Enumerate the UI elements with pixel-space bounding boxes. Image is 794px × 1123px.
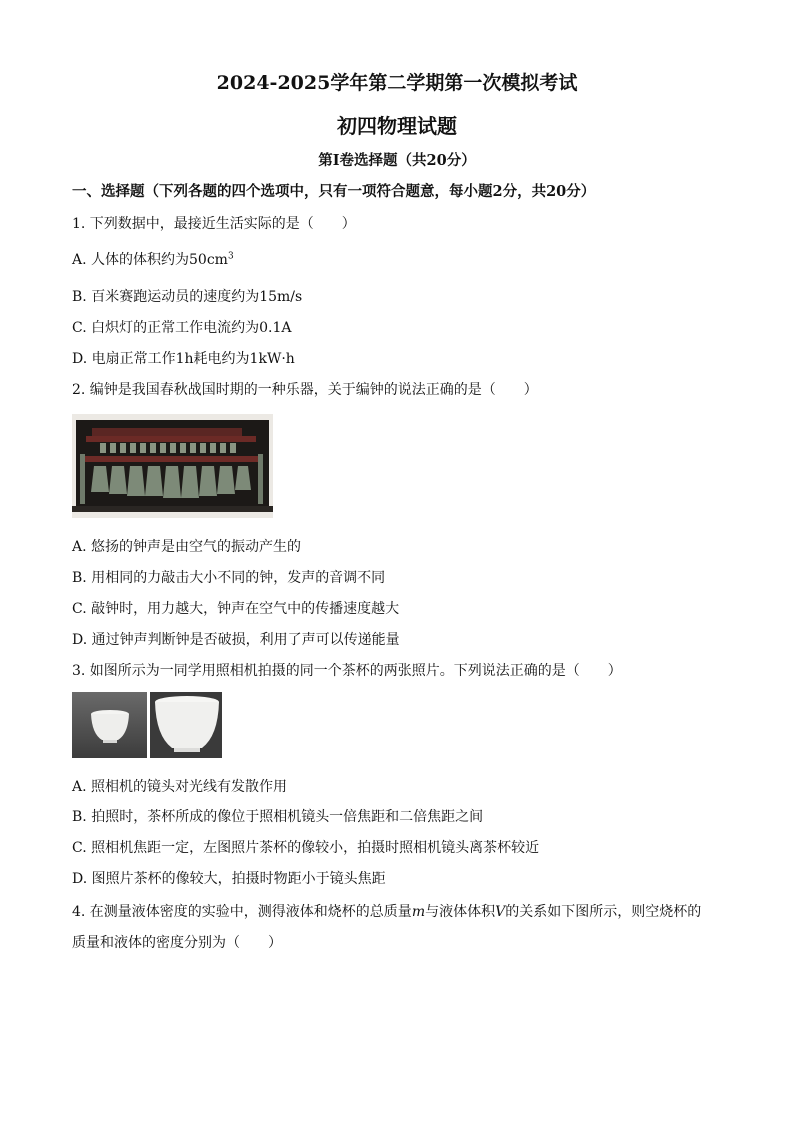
- question-4-stem-line2: 质量和液体的密度分别为（ ）: [72, 935, 282, 951]
- question-1-option-d: D. 电扇正常工作1h耗电约为1kW·h: [72, 351, 295, 367]
- question-1-option-a: A. 人体的体积约为$50cm^3$: [72, 251, 234, 268]
- section-heading: 一、选择题（下列各题的四个选项中，只有一项符合题意，每小题2分，共20分）: [72, 183, 596, 200]
- question-2-option-d: D. 通过钟声判断钟是否破损，利用了声可以传递能量: [72, 632, 400, 648]
- bianzhong-photo: [72, 414, 273, 518]
- question-2-option-b: B. 用相同的力敲击大小不同的钟，发声的音调不同: [72, 570, 386, 586]
- question-1-option-c: C. 白炽灯的正常工作电流约为0.1A: [72, 320, 292, 336]
- variable-v: V: [495, 904, 506, 920]
- question-2-option-a: A. 悠扬的钟声是由空气的振动产生的: [72, 539, 302, 555]
- part-heading: 第Ⅰ卷选择题（共20分）: [318, 152, 476, 169]
- question-2-stem: 2. 编钟是我国春秋战国时期的一种乐器，关于编钟的说法正确的是（ ）: [72, 382, 538, 398]
- question-2-option-c: C. 敲钟时，用力越大，钟声在空气中的传播速度越大: [72, 601, 400, 617]
- question-1-stem: 1. 下列数据中，最接近生活实际的是（ ）: [72, 216, 356, 232]
- question-3-option-c: C. 照相机焦距一定，左图照片茶杯的像较小，拍摄时照相机镜头离茶杯较近: [72, 840, 540, 856]
- question-3-stem: 3. 如图所示为一同学用照相机拍摄的同一个茶杯的两张照片。下列说法正确的是（ ）: [72, 663, 622, 679]
- question-3-option-b: B. 拍照时，茶杯所成的像位于照相机镜头一倍焦距和二倍焦距之间: [72, 809, 484, 825]
- question-1-option-b: B. 百米赛跑运动员的速度约为15m/s: [72, 289, 303, 305]
- question-4-stem: 4. 在测量液体密度的实验中，测得液体和烧杯的总质量m与液体体积V的关系如下图所示，则空烧杯的: [72, 904, 702, 920]
- question-3-option-a: A. 照相机的镜头对光线有发散作用: [72, 779, 288, 795]
- exam-title: 2024-2025学年第二学期第一次模拟考试: [216, 72, 578, 94]
- teacup-photo-large: [150, 692, 222, 758]
- teacup-photo-small: [72, 692, 147, 758]
- variable-m: m: [411, 904, 426, 920]
- question-3-option-d: D. 图照片茶杯的像较大，拍摄时物距小于镜头焦距: [72, 871, 386, 887]
- exam-subtitle: 初四物理试题: [337, 114, 457, 138]
